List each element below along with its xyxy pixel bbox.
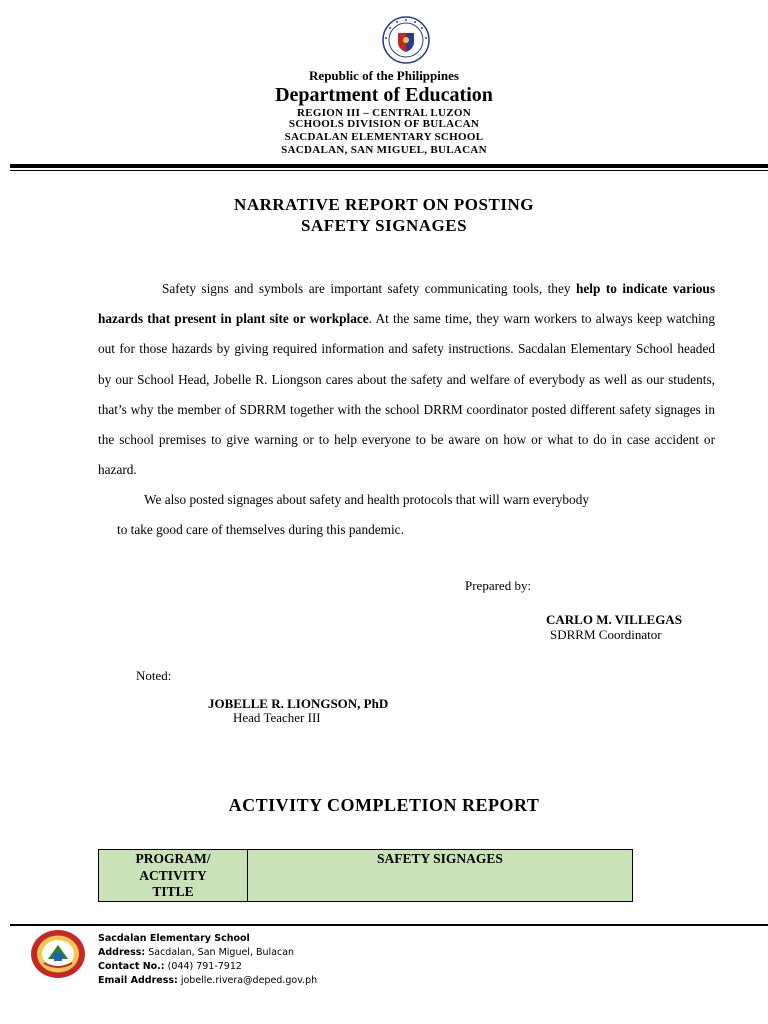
completion-table — [98, 849, 633, 902]
narrative-text-a: Safety signs and symbols are important safety communicating tools, they — [162, 281, 576, 296]
narrative-paragraph-2 — [98, 485, 715, 545]
noted-label: Noted: — [136, 668, 172, 683]
narrative-paragraph — [98, 274, 715, 485]
department-heading: Department of Education — [275, 84, 493, 106]
deped-seal-icon — [382, 16, 430, 64]
completion-report-title: ACTIVITY COMPLETION REPORT — [228, 795, 540, 815]
narrative-text-bold: help to indicate various hazards that present in plant site or workplace — [98, 281, 715, 327]
table-row — [99, 850, 633, 902]
school-logo-icon — [30, 929, 86, 979]
report-title-line1: NARRATIVE REPORT ON POSTING — [234, 195, 534, 214]
noter-role: Head Teacher III — [233, 710, 321, 725]
label-line: PROGRAM/ — [135, 851, 211, 866]
report-title-line2: SAFETY SIGNAGES — [300, 216, 468, 235]
footer-contact-number: (044) 791-7912 — [167, 961, 242, 972]
footer-email[interactable]: jobelle.rivera@deped.gov.ph — [180, 975, 318, 986]
header-divider-thin — [10, 170, 768, 171]
narrative-line-2: to take good care of themselves during this pandemic. — [117, 522, 404, 537]
label-line: TITLE — [152, 884, 194, 899]
narrative-text-b: . At the same time, they warn workers to always keep watching out for those hazards by giving required information and safety instructions. Sacdalan Elementary School headed by our School Head, Jobelle R. Liongson cares about the safety and welfare of everybody as well as our students, that’s why the member of SDRRM together with the school DRRM coordinator posted different safety signages in the school premises to give warning or to help everyone to be aware on how or what to do in case accident or hazard. — [98, 311, 716, 478]
preparer-name: CARLO M. VILLEGAS — [546, 612, 682, 627]
school-heading: SACDALAN ELEMENTARY SCHOOL — [284, 131, 484, 143]
header-divider-thick — [10, 164, 768, 168]
footer-contact-label: Contact No.: — [98, 961, 165, 972]
narrative-line-1: We also posted signages about safety and health protocols that will warn everybody — [144, 492, 589, 507]
prepared-by-label: Prepared by: — [465, 578, 532, 593]
label-line: ACTIVITY — [139, 867, 207, 883]
footer-address: Sacdalan, San Miguel, Bulacan — [148, 947, 295, 958]
footer-contact — [98, 932, 317, 988]
republic-heading: Republic of the Philippines — [309, 68, 459, 83]
preparer-role: SDRRM Coordinator — [550, 627, 662, 642]
address-heading: SACDALAN, SAN MIGUEL, BULACAN — [281, 144, 487, 156]
program-title-value: SAFETY SIGNAGES — [248, 850, 633, 902]
footer-divider — [10, 924, 768, 926]
footer-email-label: Email Address: — [98, 975, 178, 986]
region-heading: REGION III – CENTRAL LUZON — [296, 107, 472, 119]
noter-name: JOBELLE R. LIONGSON, PhD — [208, 696, 389, 711]
program-title-label — [99, 850, 248, 902]
footer-school-name: Sacdalan Elementary School — [98, 933, 250, 944]
division-heading: SCHOOLS DIVISION OF BULACAN — [288, 118, 480, 130]
footer-address-label: Address: — [98, 947, 146, 958]
